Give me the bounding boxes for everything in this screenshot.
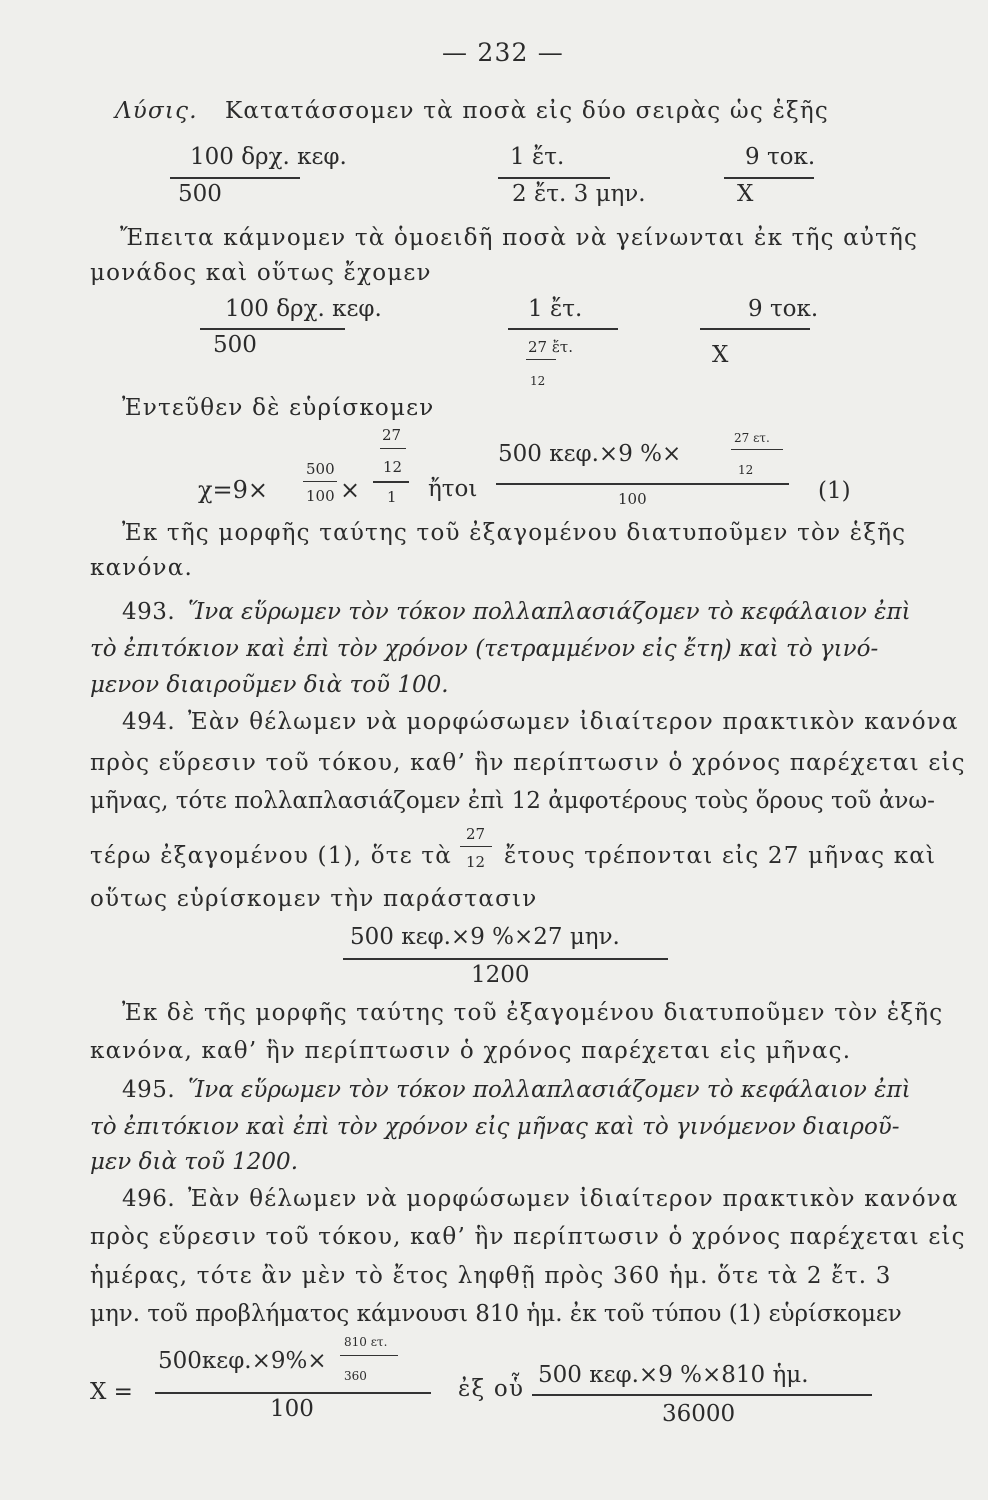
formula1-f2-bar [373,481,409,483]
formula3-lhs: X = [90,1379,133,1405]
p494-line2: πρὸς εὕρεσιν τοῦ τόκου, καθ’ ἣν περίπτωσιν ὁ χρόνος παρέχεται εἰς [90,750,966,776]
series2-b-num: 1 ἔτ. [528,296,583,322]
p496-line1: Ἐὰν θέλωμεν νὰ μορφώσωμεν ἰδιαίτερον πρακτικὸν κανόνα [188,1186,959,1212]
p494-line3: μῆνας, τότε πολλαπλασιάζομεν ἐπὶ 12 ἀμφοτέρους τοὺς ὅρους τοῦ ἀνω- [90,788,935,814]
para-after1-line2: κανόνα. [90,555,193,581]
p494-line4-b: ἔτους τρέπονται εἰς 27 μῆνας καὶ [504,843,937,869]
rule493-line3: μενον διαιροῦμεν διὰ τοῦ 100. [90,672,449,698]
formula3-frac-den: 360 [344,1369,367,1383]
formula1-rhs-bar [496,483,789,485]
formula1-f2-mid: 12 [383,458,403,476]
series1-b-num: 1 ἔτ. [510,144,565,170]
rule495-line1: Ἵνα εὕρωμεν τὸν τόκον πολλαπλασιάζομεν τὸ κεφάλαιον ἐπὶ [188,1077,911,1103]
formula1-label: (1) [818,478,851,504]
formula1-rhs-frac-num: 27 ετ. [734,431,770,445]
series2-a-den: 500 [213,332,257,358]
formula1-rhs-frac-den: 12 [738,463,754,477]
rule495-line2: τὸ ἐπιτόκιον καὶ ἐπὶ τὸν χρόνον εἰς μῆνας καὶ τὸ γινόμενον διαιροῦ- [90,1114,900,1140]
formula3-num: 500κεφ.×9%× [158,1348,327,1374]
formula1-f2-bot: 1 [387,488,397,506]
formula3-rhs-den: 36000 [662,1401,736,1427]
p494-line1: Ἐὰν θέλωμεν νὰ μορφώσωμεν ἰδιαίτερον πρακτικὸν κανόνα [188,709,959,735]
formula2-num: 500 κεφ.×9 %×27 μην. [350,924,620,950]
rule493-line1: Ἵνα εὕρωμεν τὸν τόκον πολλαπλασιάζομεν τὸ κεφάλαιον ἐπὶ [188,599,911,625]
formula1-f2-topbar [380,448,406,449]
p494-num: 494. [122,709,176,735]
series1-c-den: X [737,181,754,207]
series2-c-den: X [712,342,729,368]
series1-a-den: 500 [178,181,222,207]
formula2-bar [343,958,668,960]
page-number: — 232 — [442,38,565,67]
series2-b-den-bar [526,359,556,360]
formula3-den: 100 [270,1396,314,1422]
formula3-frac-num: 810 ετ. [344,1335,388,1349]
p496-line2: πρὸς εὕρεσιν τοῦ τόκου, καθ’ ἣν περίπτωσιν ὁ χρόνος παρέχεται εἰς [90,1224,966,1250]
series2-a-bar [200,328,345,330]
formula1-rhs-frac-bar [731,449,783,450]
para-after2-line2: κανόνα, καθ’ ἣν περίπτωσιν ὁ χρόνος παρέχεται εἰς μῆνας. [90,1038,852,1064]
formula1-rhs-num: 500 κεφ.×9 %× [498,441,682,467]
para-after1-line1: Ἐκ τῆς μορφῆς ταύτης τοῦ ἐξαγομένου διατυποῦμεν τὸν ἑξῆς [122,520,907,546]
formula1-rhs-den: 100 [618,490,647,508]
formula1-f1-den: 100 [306,487,335,505]
series1-c-num: 9 τοκ. [745,144,816,170]
p494-line4-frac-num: 27 [466,825,486,843]
series1-b-den: 2 ἔτ. 3 μην. [512,181,646,207]
formula3-ex-ou: ἐξ οὗ [458,1376,525,1402]
solution-heading: Λύσις. [115,98,198,124]
formula3-frac-bar [340,1355,398,1356]
series1-a-num: 100 δρχ. κεφ. [190,144,347,170]
formula1-lhs: χ=9× [198,476,269,504]
series2-b-bar [508,328,618,330]
series1-c-bar [724,177,814,179]
formula2-den: 1200 [471,962,530,988]
rule493-num: 493. [122,599,176,625]
formula3-rhs-bar [532,1394,872,1396]
rule495-line3: μεν διὰ τοῦ 1200. [90,1149,298,1175]
series1-a-bar [170,177,300,179]
p494-line4-frac-bar [460,846,492,847]
series2-a-num: 100 δρχ. κεφ. [225,296,382,322]
formula1-etoi: ἤτοι [428,476,478,502]
rule493-line2: τὸ ἐπιτόκιον καὶ ἐπὶ τὸν χρόνον (τετραμμένον εἰς ἔτη) καὶ τὸ γινό- [90,636,879,662]
series2-b-den-num: 27 ἔτ. [528,338,573,356]
solution-intro: Κατατάσσομεν τὰ ποσὰ εἰς δύο σειρὰς ὡς ἑξῆς [225,98,829,124]
p496-num: 496. [122,1186,176,1212]
rule495-num: 495. [122,1077,176,1103]
formula3-bar [155,1392,431,1394]
p496-line4: μην. τοῦ προβλήματος κάμνουσι 810 ἡμ. ἐκ τοῦ τύπου (1) εὑρίσκομεν [90,1301,902,1327]
formula1-f2-top: 27 [382,426,402,444]
p494-line4-a: τέρω ἐξαγομένου (1), ὅτε τὰ [90,843,453,869]
series2-b-den-den: 12 [530,374,546,388]
formula1-times: × [340,476,361,504]
formula1-f1-num: 500 [306,460,335,478]
p494-line4-frac-den: 12 [466,853,486,871]
p494-line5: οὕτως εὑρίσκομεν τὴν παράστασιν [90,886,538,912]
formula3-rhs-num: 500 κεφ.×9 %×810 ἡμ. [538,1362,809,1388]
then-line1: Ἔπειτα κάμνομεν τὰ ὁμοειδῆ ποσὰ νὰ γείνωνται ἐκ τῆς αὐτῆς [120,225,919,251]
formula1-f1-bar [303,481,337,482]
series2-c-num: 9 τοκ. [748,296,819,322]
hence-line: Ἐντεῦθεν δὲ εὑρίσκομεν [122,395,435,421]
p496-line3: ἡμέρας, τότε ἂν μὲν τὸ ἔτος ληφθῇ πρὸς 360 ἡμ. ὅτε τὰ 2 ἔτ. 3 [90,1263,892,1289]
then-line2: μονάδος καὶ οὕτως ἔχομεν [90,260,432,286]
series2-c-bar [700,328,810,330]
series1-b-bar [498,177,610,179]
para-after2-line1: Ἐκ δὲ τῆς μορφῆς ταύτης τοῦ ἐξαγομένου διατυποῦμεν τὸν ἑξῆς [122,1000,944,1026]
